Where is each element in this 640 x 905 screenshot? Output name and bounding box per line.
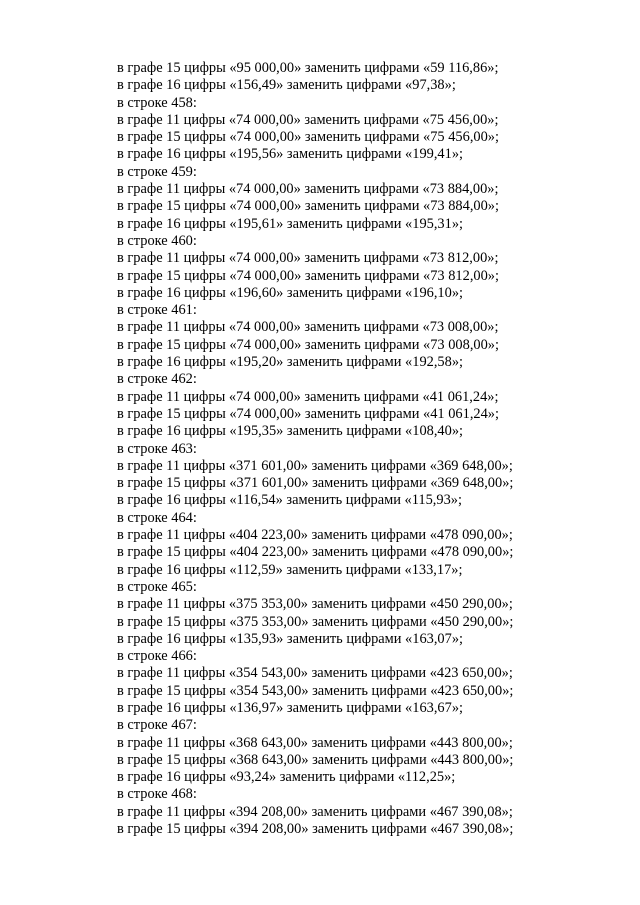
- document-page: [117, 60, 587, 838]
- text-line: в графе 16 цифры «136,97» заменить цифрами «163,67»;: [117, 699, 464, 716]
- text-line: в графе 15 цифры «404 223,00» заменить цифрами «478 090,00»;: [117, 544, 514, 561]
- text-line: в графе 11 цифры «368 643,00» заменить цифрами «443 800,00»;: [117, 734, 513, 751]
- row-heading: в строке 458:: [117, 94, 197, 111]
- text-line: в графе 15 цифры «74 000,00» заменить цифрами «73 008,00»;: [117, 336, 499, 353]
- row-heading: в строке 463:: [117, 440, 197, 457]
- row-heading: в строке 467:: [117, 717, 197, 734]
- row-heading: в строке 466:: [117, 648, 197, 665]
- text-line: в графе 15 цифры «74 000,00» заменить цифрами «73 812,00»;: [117, 267, 499, 284]
- row-heading: в строке 460:: [117, 232, 197, 249]
- text-line: в графе 11 цифры «394 208,00» заменить цифрами «467 390,08»;: [117, 803, 513, 820]
- text-line: в графе 16 цифры «195,61» заменить цифрами «195,31»;: [117, 215, 464, 232]
- text-line: в графе 15 цифры «354 543,00» заменить цифрами «423 650,00»;: [117, 682, 514, 699]
- row-heading: в строке 464:: [117, 509, 197, 526]
- text-line: в графе 15 цифры «74 000,00» заменить цифрами «73 884,00»;: [117, 198, 499, 215]
- row-heading: в строке 461:: [117, 302, 197, 319]
- text-line: в графе 16 цифры «195,35» заменить цифрами «108,40»;: [117, 423, 464, 440]
- row-heading: в строке 468:: [117, 786, 197, 803]
- text-line: в графе 15 цифры «375 353,00» заменить цифрами «450 290,00»;: [117, 613, 514, 630]
- text-line: в графе 16 цифры «195,56» заменить цифрами «199,41»;: [117, 146, 464, 163]
- row-heading: в строке 465:: [117, 578, 197, 595]
- text-line: в графе 11 цифры «354 543,00» заменить цифрами «423 650,00»;: [117, 665, 513, 682]
- text-line: в графе 11 цифры «74 000,00» заменить цифрами «73 884,00»;: [117, 181, 499, 198]
- text-line: в графе 11 цифры «74 000,00» заменить цифрами «41 061,24»;: [117, 388, 499, 405]
- text-line: в графе 16 цифры «93,24» заменить цифрами «112,25»;: [117, 769, 456, 786]
- text-line: в графе 15 цифры «371 601,00» заменить цифрами «369 648,00»;: [117, 475, 514, 492]
- text-line: в графе 11 цифры «74 000,00» заменить цифрами «73 812,00»;: [117, 250, 499, 267]
- text-line: в графе 11 цифры «404 223,00» заменить цифрами «478 090,00»;: [117, 527, 513, 544]
- text-line: в графе 16 цифры «116,54» заменить цифрами «115,93»;: [117, 492, 462, 509]
- text-line: в графе 15 цифры «368 643,00» заменить цифрами «443 800,00»;: [117, 751, 514, 768]
- row-heading: в строке 459:: [117, 163, 197, 180]
- text-line: в графе 16 цифры «135,93» заменить цифрами «163,07»;: [117, 630, 464, 647]
- text-line: в графе 16 цифры «195,20» заменить цифрами «192,58»;: [117, 354, 464, 371]
- text-line: в графе 11 цифры «375 353,00» заменить цифрами «450 290,00»;: [117, 596, 513, 613]
- text-line: в графе 15 цифры «394 208,00» заменить цифрами «467 390,08»;: [117, 821, 514, 838]
- text-line: в графе 16 цифры «196,60» заменить цифрами «196,10»;: [117, 284, 464, 301]
- text-line: в графе 16 цифры «112,59» заменить цифрами «133,17»;: [117, 561, 463, 578]
- text-line: в графе 16 цифры «156,49» заменить цифрами «97,38»;: [117, 77, 456, 94]
- text-line: в графе 11 цифры «74 000,00» заменить цифрами «75 456,00»;: [117, 111, 499, 128]
- text-line: в графе 15 цифры «74 000,00» заменить цифрами «75 456,00»;: [117, 129, 499, 146]
- text-line: в графе 15 цифры «95 000,00» заменить цифрами «59 116,86»;: [117, 60, 499, 76]
- row-heading: в строке 462:: [117, 371, 197, 388]
- text-line: в графе 15 цифры «74 000,00» заменить цифрами «41 061,24»;: [117, 405, 499, 422]
- text-line: в графе 11 цифры «371 601,00» заменить цифрами «369 648,00»;: [117, 457, 513, 474]
- text-line: в графе 11 цифры «74 000,00» заменить цифрами «73 008,00»;: [117, 319, 499, 336]
